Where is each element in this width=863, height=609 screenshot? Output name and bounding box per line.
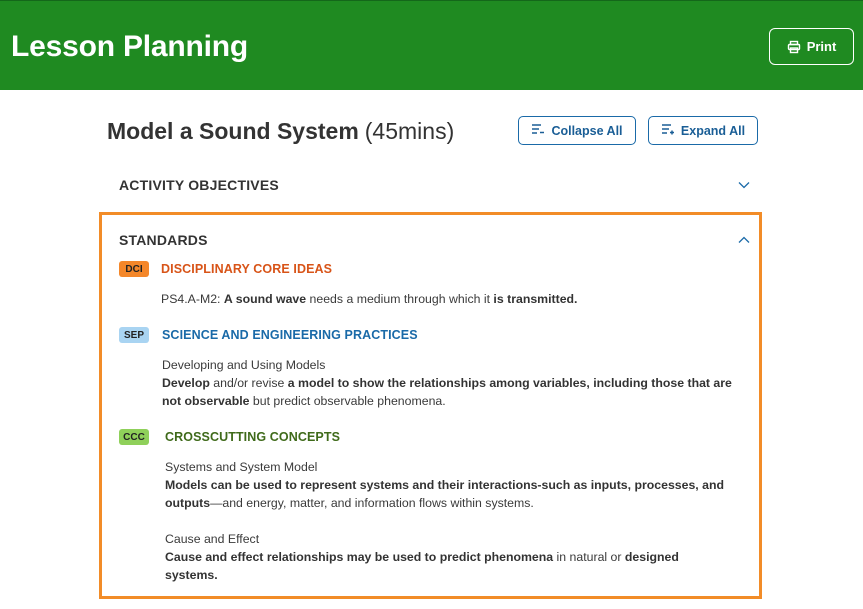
lesson-title <box>107 116 454 146</box>
print-button[interactable] <box>769 28 854 65</box>
list-collapse-icon <box>531 123 545 138</box>
sep-badge: SEP <box>119 327 149 343</box>
ccc-systems-heading: Systems and System Model <box>165 460 318 474</box>
ccc-cause-text-2: in natural or <box>553 550 625 564</box>
sep-standard-text <box>162 374 742 410</box>
ccc-systems-text <box>165 476 745 512</box>
app-title: Lesson Planning <box>11 30 249 63</box>
sep-text-2: and/or revise <box>209 376 288 390</box>
ccc-title: CROSSCUTTING CONCEPTS <box>165 430 341 444</box>
sep-title: SCIENCE AND ENGINEERING PRACTICES <box>162 328 418 342</box>
sep-bold-2: a model to show the relationships among variables, including those that are not observable <box>162 376 732 408</box>
ccc-cause-heading: Cause and Effect <box>165 532 260 546</box>
sep-heading: Developing and Using Models <box>162 358 326 372</box>
ccc-cause-bold-1: Cause and effect relationships may be used to predict phenomena <box>165 550 554 564</box>
list-expand-icon <box>661 123 675 138</box>
ccc-cause-bold-2: designed systems. <box>165 550 679 582</box>
printer-icon <box>787 40 801 54</box>
chevron-down-icon <box>738 176 750 194</box>
dci-text-2: needs a medium through which it <box>306 292 494 306</box>
dci-bold-1: A sound wave <box>223 292 307 306</box>
ccc-systems-bold: Models can be used to represent systems and their interactions-such as inputs, processes, and outputs <box>165 478 724 510</box>
dci-badge: DCI <box>119 261 149 277</box>
lesson-name: Model a Sound System <box>107 118 359 144</box>
dci-standard-text <box>161 290 741 308</box>
sep-bold-1: Develop <box>162 376 210 390</box>
expand-all-label: Expand All <box>680 123 746 138</box>
collapse-all-label: Collapse All <box>551 123 623 138</box>
chevron-up-icon <box>738 231 750 249</box>
collapse-all-button[interactable] <box>518 116 636 145</box>
activity-objectives-label: ACTIVITY OBJECTIVES <box>119 177 279 193</box>
ccc-systems-rest: —and energy, matter, and information flows within systems. <box>210 496 534 510</box>
expand-all-button[interactable] <box>648 116 758 145</box>
standards-header[interactable] <box>107 230 758 250</box>
lesson-duration: (45mins) <box>364 118 455 144</box>
ccc-badge: CCC <box>119 429 149 445</box>
dci-code: PS4.A-M2: <box>161 292 221 306</box>
dci-bold-2: is transmitted. <box>493 292 578 306</box>
ccc-cause-text <box>165 548 725 584</box>
top-bar <box>0 0 863 90</box>
sep-text-4: but predict observable phenomena. <box>249 394 446 408</box>
activity-objectives-header[interactable] <box>107 175 758 195</box>
dci-title: DISCIPLINARY CORE IDEAS <box>161 262 333 276</box>
standards-label: STANDARDS <box>119 232 208 248</box>
print-label: Print <box>806 39 837 54</box>
